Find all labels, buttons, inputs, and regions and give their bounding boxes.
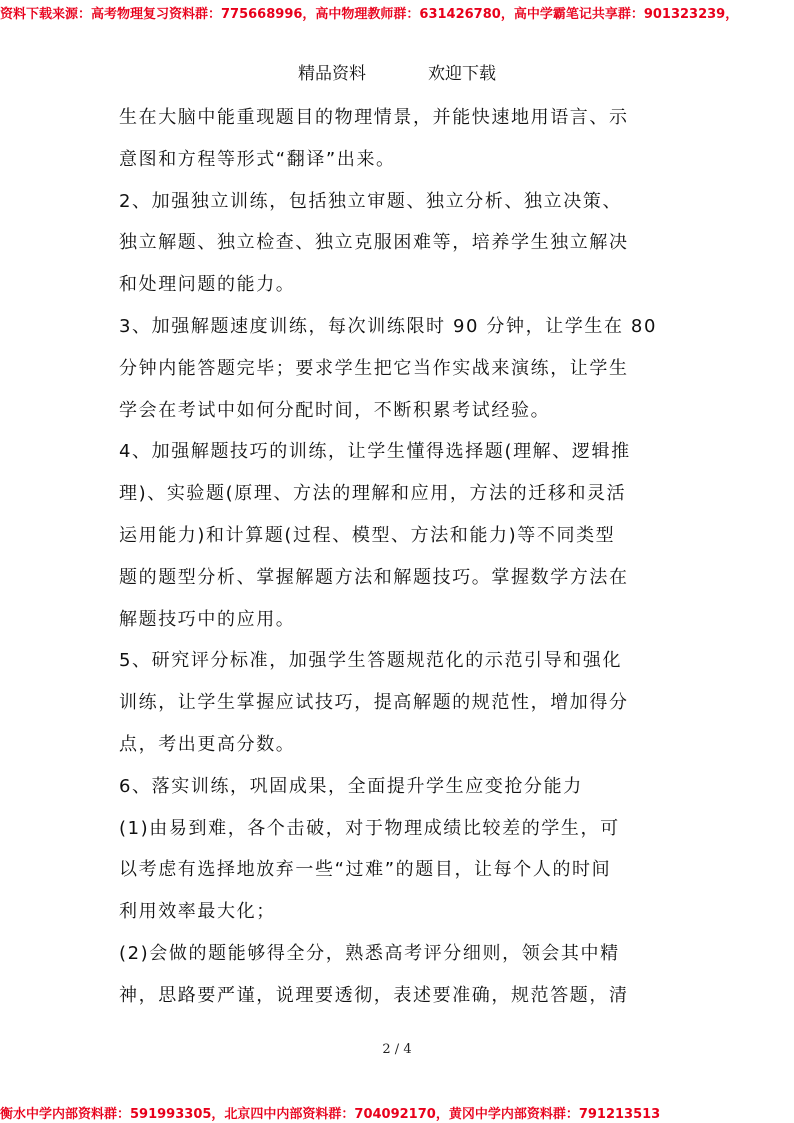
- top-source-banner: 资料下载来源：高考物理复习资料群：775668996，高中物理教师群：631426780，高中学霸笔记共享群：901323239，: [0, 7, 739, 22]
- paragraph-item-5: 5、研究评分标准，加强学生答题规范化的示范引导和强化 训练，让学生掌握应试技巧，提高解题的规范性，增加得分 点，考出更高分数。: [119, 650, 629, 755]
- paragraph-item-6: 6、落实训练，巩固成果，全面提升学生应变抢分能力: [119, 775, 583, 797]
- paragraph-item-2: 2、加强独立训练，包括独立审题、独立分析、独立决策、 独立解题、独立检查、独立克服困难等，培养学生独立解决 和处理问题的能力。: [119, 190, 629, 296]
- page-header: [0, 59, 794, 84]
- paragraph-continuation: 生在大脑中能重现题目的物理情景，并能快速地用语言、示 意图和方程等形式“翻译”出来。: [119, 107, 629, 170]
- header-right-text: 欢迎下载: [428, 64, 496, 84]
- paragraph-item-3: 3、加强解题速度训练，每次训练限时 90 分钟，让学生在 80 分钟内能答题完毕；要求学生把它当作实战来演练，让学生 学会在考试中如何分配时间，不断积累考试经验。: [119, 315, 658, 421]
- header-left-text: 精品资料: [298, 64, 366, 84]
- document-body: [119, 97, 679, 1017]
- paragraph-subitem-1: (1)由易到难，各个击破，对于物理成绩比较差的学生，可 以考虑有选择地放弃一些“过难”的题目，让每个人的时间 利用效率最大化；: [119, 817, 620, 923]
- page-number: 2 / 4: [382, 1042, 412, 1057]
- bottom-source-banner: 衡水中学内部资料群：591993305，北京四中内部资料群：704092170，黄冈中学内部资料群：791213513: [0, 1107, 661, 1122]
- paragraph-subitem-2: (2)会做的题能够得全分，熟悉高考评分细则，领会其中精 神，思路要严谨，说理要透彻，表述要准确，规范答题，清: [119, 942, 629, 1006]
- paragraph-item-4: 4、加强解题技巧的训练，让学生懂得选择题(理解、逻辑推 理)、实验题(原理、方法的理解和应用，方法的迁移和灵活 运用能力)和计算题(过程、模型、方法和能力)等不同类型 题的题型分析、掌握解题方法和解题技巧。掌握数学方法在 解题技巧中的应用。: [119, 441, 631, 630]
